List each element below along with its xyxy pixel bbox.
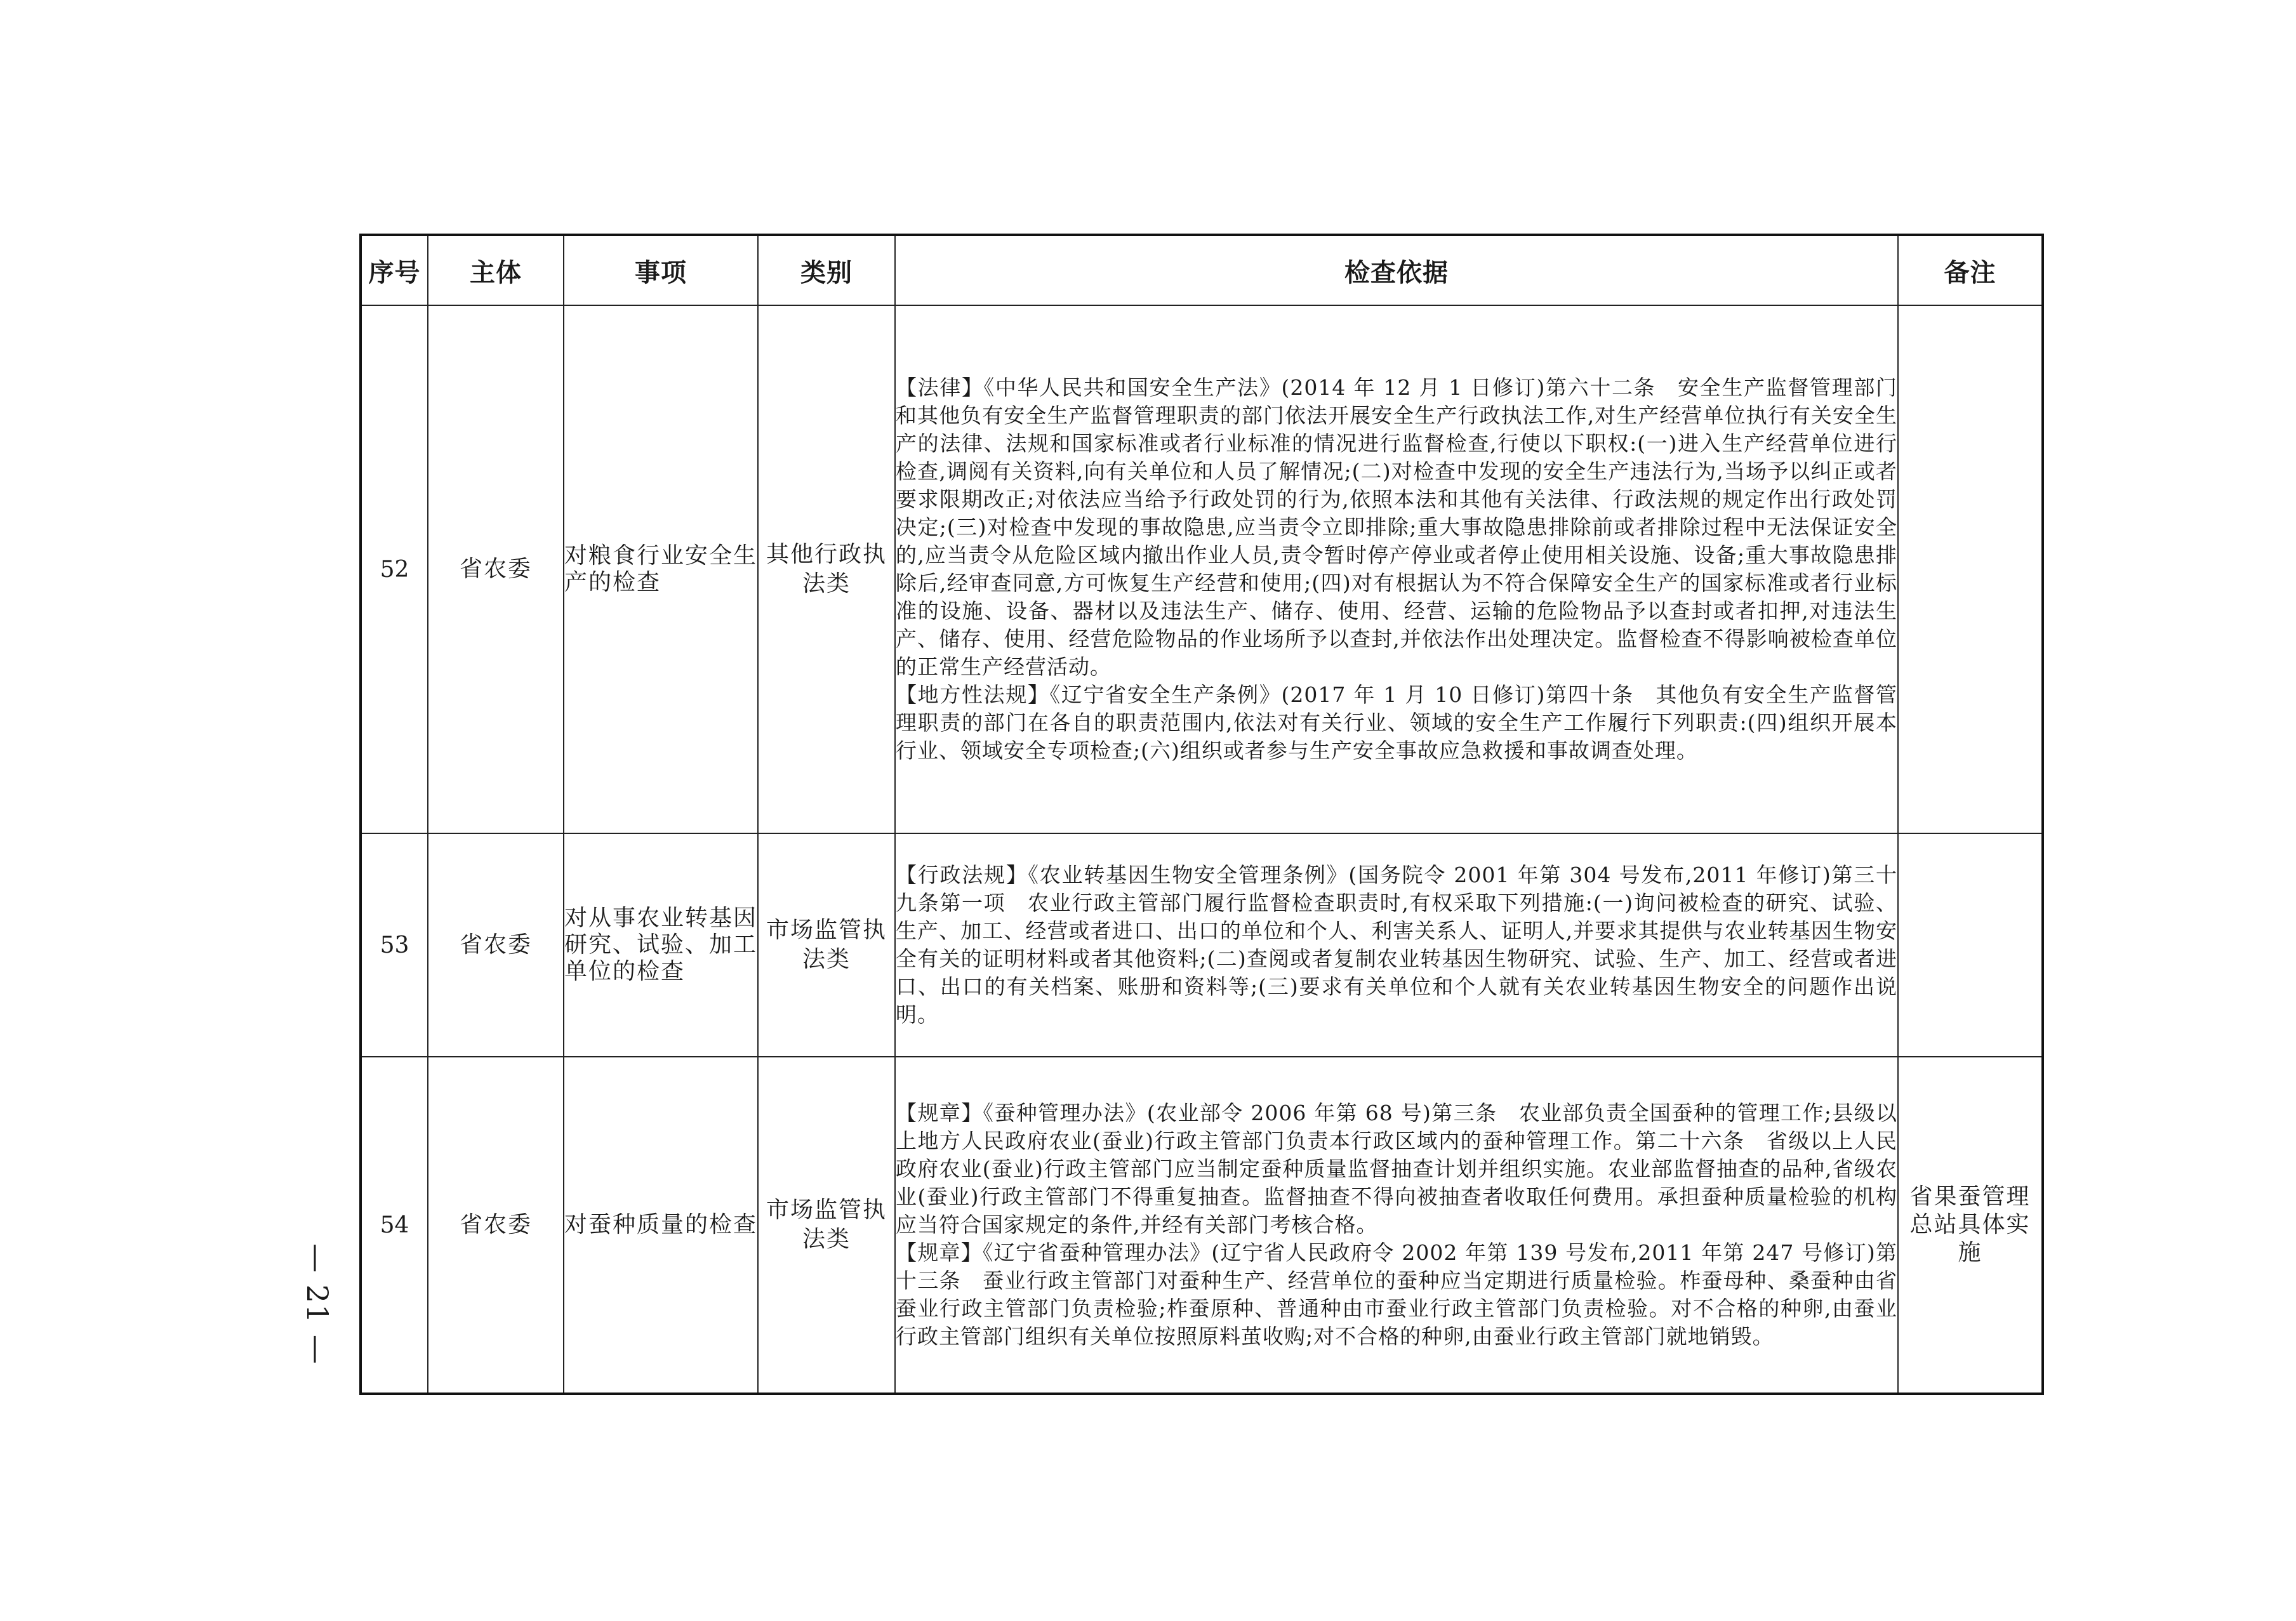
row-note: 省果蚕管理总站具体实施 [1898, 1057, 2043, 1394]
basis-paragraph: 【行政法规】《农业转基因生物安全管理条例》(国务院令 2001 年第 304 号发布,2011 年修订)第三十九条第一项 农业行政主管部门履行监督检查职责时,有权采取下列措施:(一)询问被检查的研究、试验、生产、加工、经营或者进口、出口的单位和个人、利害关系人、证明人,并要求其提供与农业转基因生物安全有关的证明材料或者其他资料;(二)查阅或者复制农业转基因生物研究、试验、生产、加工、经营或者进口、出口的有关档案、账册和资料等;(三)要求有关单位和个人就有关农业转基因生物安全的问题作出说明。 [896, 863, 1897, 1027]
table-header [361, 235, 2043, 305]
page-number-text: — 21 — [300, 1243, 335, 1365]
page-number [279, 1231, 355, 1377]
row-subject: 省农委 [428, 305, 564, 833]
row-basis [895, 305, 1898, 833]
row-category: 市场监管执法类 [758, 833, 895, 1057]
header-note: 备注 [1898, 235, 2043, 305]
header-item: 事项 [564, 235, 758, 305]
row-item: 对粮食行业安全生产的检查 [564, 305, 758, 833]
row-subject: 省农委 [428, 1057, 564, 1394]
row-category: 其他行政执法类 [758, 305, 895, 833]
table-row [361, 1057, 2043, 1394]
row-category: 市场监管执法类 [758, 1057, 895, 1394]
row-basis [895, 833, 1898, 1057]
inspection-table [359, 234, 2044, 1395]
row-subject: 省农委 [428, 833, 564, 1057]
row-number: 52 [361, 305, 428, 833]
header-category: 类别 [758, 235, 895, 305]
row-number: 53 [361, 833, 428, 1057]
row-number: 54 [361, 1057, 428, 1394]
row-note [1898, 305, 2043, 833]
header-basis: 检查依据 [895, 235, 1898, 305]
basis-paragraph: 【规章】《蚕种管理办法》(农业部令 2006 年第 68 号)第三条 农业部负责全国蚕种的管理工作;县级以上地方人民政府农业(蚕业)行政主管部门负责本行政区域内的蚕种管理工作。第二十六条 省级以上人民政府农业(蚕业)行政主管部门应当制定蚕种质量监督抽查计划并组织实施。农业部监督抽查的品种,省级农业(蚕业)行政主管部门不得重复抽查。监督抽查不得向被抽查者收取任何费用。承担蚕种质量检验的机构应当符合国家规定的条件,并经有关部门考核合格。 [896, 1101, 1897, 1237]
basis-paragraph: 【法律】《中华人民共和国安全生产法》(2014 年 12 月 1 日修订)第六十二条 安全生产监督管理部门和其他负有安全生产监督管理职责的部门依法开展安全生产行政执法工作,对生产经营单位执行有关安全生产的法律、法规和国家标准或者行业标准的情况进行监督检查,行使以下职权:(一)进入生产经营单位进行检查,调阅有关资料,向有关单位和人员了解情况;(二)对检查中发现的安全生产违法行为,当场予以纠正或者要求限期改正;对依法应当给予行政处罚的行为,依照本法和其他有关法律、行政法规的规定作出行政处罚决定;(三)对检查中发现的事故隐患,应当责令立即排除;重大事故隐患排除前或者排除过程中无法保证安全的,应当责令从危险区域内撤出作业人员,责令暂时停产停业或者停止使用相关设施、设备;重大事故隐患排除后,经审查同意,方可恢复生产经营和使用;(四)对有根据认为不符合保障安全生产的国家标准或者行业标准的设施、设备、器材以及违法生产、储存、使用、经营、运输的危险物品予以查封或者扣押,对违法生产、储存、使用、经营危险物品的作业场所予以查封,并依法作出处理决定。监督检查不得影响被检查单位的正常生产经营活动。 [896, 375, 1897, 679]
header-no: 序号 [361, 235, 428, 305]
row-note [1898, 833, 2043, 1057]
table-row [361, 305, 2043, 833]
row-item: 对蚕种质量的检查 [564, 1057, 758, 1394]
table-row [361, 833, 2043, 1057]
row-item: 对从事农业转基因研究、试验、加工单位的检查 [564, 833, 758, 1057]
basis-paragraph: 【规章】《辽宁省蚕种管理办法》(辽宁省人民政府令 2002 年第 139 号发布,2011 年第 247 号修订)第十三条 蚕业行政主管部门对蚕种生产、经营单位的蚕种应当定期进行质量检验。柞蚕母种、桑蚕种由省蚕业行政主管部门负责检验;柞蚕原种、普通种由市蚕业行政主管部门负责检验。对不合格的种卵,由蚕业行政主管部门组织有关单位按照原料茧收购;对不合格的种卵,由蚕业行政主管部门就地销毁。 [896, 1240, 1897, 1349]
header-subject: 主体 [428, 235, 564, 305]
row-basis [895, 1057, 1898, 1394]
basis-paragraph: 【地方性法规】《辽宁省安全生产条例》(2017 年 1 月 10 日修订)第四十条 其他负有安全生产监督管理职责的部门在各自的职责范围内,依法对有关行业、领域的安全生产工作履行下列职责:(四)组织开展本行业、领域安全专项检查;(六)组织或者参与生产安全事故应急救援和事故调查处理。 [896, 682, 1897, 763]
